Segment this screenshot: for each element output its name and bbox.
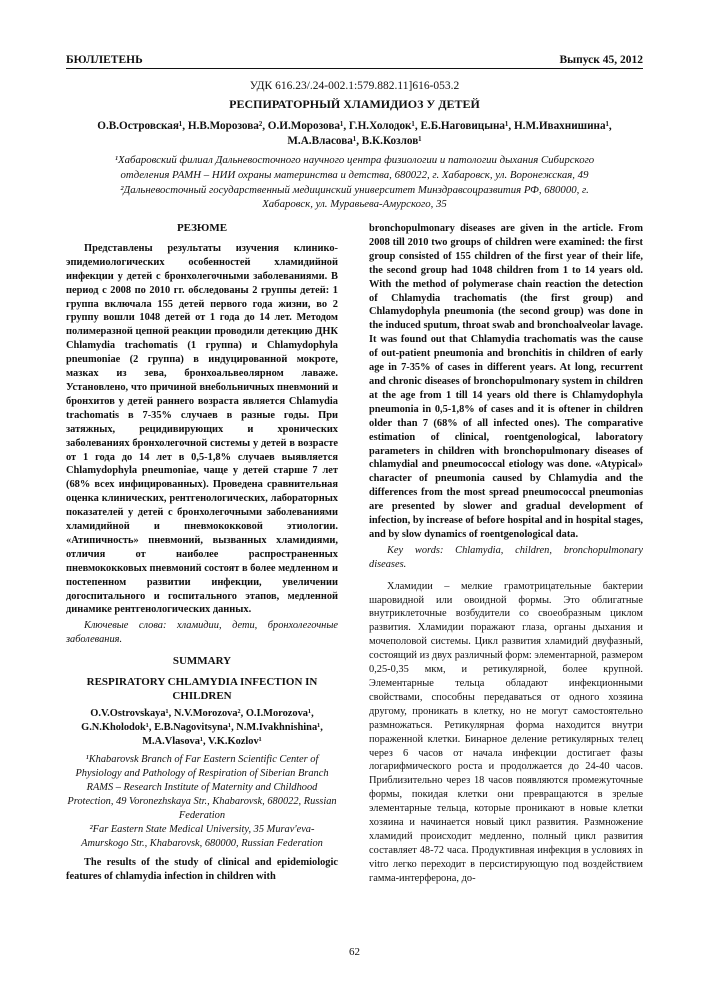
right-column — [369, 222, 643, 886]
resume-keywords: Ключевые слова: хламидии, дети, бронхолегочные заболевания. — [66, 620, 338, 646]
running-header — [66, 52, 643, 69]
summary-affiliations — [66, 753, 338, 850]
affiliation-ru-2: ²Дальневосточный государственный медицинский университет Минздравсоцразвития РФ, 680000, г. Хабаровск, ул. Муравьева-Амурского, 35 — [120, 183, 589, 211]
summary-keywords: Key words: Chlamydia, children, bronchopulmonary diseases. — [369, 544, 643, 570]
summary-title: RESPIRATORY CHLAMYDIA INFECTION IN CHILDREN — [86, 676, 318, 703]
journal-name: БЮЛЛЕТЕНЬ — [66, 54, 143, 66]
summary-affiliation-2: ²Far Eastern State Medical University, 35 Murav'eva-Amurskogo Str., Khabarovsk, 680000, Russian Federation — [81, 823, 323, 849]
udk-code: УДК 616.23/.24-002.1:579.882.11]616-053.2 — [249, 80, 460, 92]
resume-heading: РЕЗЮМЕ — [176, 222, 228, 234]
summary-authors: O.V.Ostrovskaya¹, N.V.Morozova², O.I.Morozova¹, G.N.Kholodok¹, E.B.Nagovitsyna¹, N.M.Ivakhnishina¹, M.A.Vlasova¹, V.K.Kozlov¹ — [81, 708, 323, 748]
summary-heading: SUMMARY — [172, 655, 232, 668]
summary-text-continued: bronchopulmonary diseases are given in the article. From 2008 till 2010 two groups of children were examined: the first group consisted of 155 children of the first year of their life, the second group had 1048 children from 1 to 14 years old. With the method of polymerase chain reaction the detection of Chlamydia trachomatis (the first group) and Chlamydophyla pneumonia (the second group) was done in the induced sputum, throat swab and bronchoalveolar lavage. It was found out that Chlamydia trachomatis was the cause of out-patient pneumonia and bronchitis in children of early age in 7-35% of cases in different years. At long, recurrent and chronic diseases of bronchopulmonary system in children at the age from 1 till 14 years old there is Chlamydophyla pneumonia in 0,5-1,8% of cases and it is oftener in children older than 7 (68% of all infected ones). The comparative estimation of clinical, roentgenological, laboratory parameters in children with bronchopulmonary diseases of chlamydial and pneumococcal etiology was done. «Atypical» character of pneumonia caused by Chlamydia and the differences from the most spread pneumococcal pneumonias are presented by slower and gradual development of infection, by increase of before hospital and in hospital stages, and by slow dynamics of roentgenological data. — [369, 223, 643, 540]
authors-ru: О.В.Островская¹, Н.В.Морозова², О.И.Морозова¹, Г.Н.Холодок¹, Е.Б.Наговицына¹, Н.М.Ивахнишина¹, М.А.Власова¹, В.К.Козлов¹ — [97, 120, 612, 147]
summary-affiliation-1: ¹Khabarovsk Branch of Far Eastern Scientific Center of Physiology and Pathology of Respiration of Siberian Branch RAMS – Research Institute of Maternity and Childhood Protection, 49 Voronezhskaya Str., Khabarovsk, 680022, Russian Federation — [67, 754, 337, 821]
affiliations-ru — [66, 153, 643, 212]
body-text: Хламидии – мелкие грамотрицательные бактерии шаровидной или овоидной формы. Это облигатные внутриклеточные возбудители со своеобразным циклом развития. Хламидии поражают глаза, органы дыхания и мочеполовой системы. Цикл развития хламидий двуфазный, состоящий из двух различный форм: элементарной, размером 0,25-0,35 мкм, и ретикулярной, более крупной. Элементарные тельца обладают инфекционными свойствами, способны передаваться от одного хозяина другому, проникать в клетку, но не могут самостоятельно размножаться. Ретикулярная форма находится внутри пораженной клетки. Бинарное деление ретикулярных телец через 6 часов от начала инфекции достигает фазы логарифмического роста и продолжается до 24-40 часов. Приблизительно через 18 часов появляются промежуточные формы, покидая клетки они превращаются в зрелые элементарные тельца, которые проникают в новые клетки хозяина и начинается новый цикл развития. Размножение хламидий происходит медленно, полный цикл развития составляет 48-72 часа. Продуктивная инфекция в условиях in vitro легко переходит в персистирующую под воздействием гамма-интерферона, до- — [369, 580, 643, 884]
left-column — [66, 222, 338, 884]
article-title: РЕСПИРАТОРНЫЙ ХЛАМИДИОЗ У ДЕТЕЙ — [229, 97, 480, 111]
issue-label: Выпуск 45, 2012 — [559, 54, 643, 66]
affiliation-ru-1: ¹Хабаровский филиал Дальневосточного научного центра физиологии и патологии дыхания Сибирского отделения РАМН – НИИ охраны материнства и детства, 680022, г. Хабаровск, ул. Воронежская, 49 — [114, 154, 595, 181]
page-number: 62 — [349, 946, 360, 958]
resume-text: Представлены результаты изучения клинико-эпидемиологических особенностей хламидийной инфекции у детей с бронхолегочными заболеваниями. В период с 2008 по 2010 гг. обследованы 2 группы детей: 1 группа включала 155 детей первого года жизни, во 2 группу вошли 1048 детей от 1 года до 14 лет. Методом полимеразной цепной реакции проводили детекцию ДНК Chlamydia trachomatis (1 группа) и Chlamydophyla pneumoniae (2 группа) в индуцированной мокроте, мазках из зева, бронхоальвеолярном лаваже. Установлено, что причиной внебольничных пневмоний и бронхитов у детей раннего возраста является Chlamydia trachomatis в 7-35% случаев в разные годы. При затяжных, рецидивирующих и хронических заболеваниях бронхолегочной системы у детей в возрасте от 1 года до 14 лет в 0,5-1,8% случаев выявляется Chlamydophyla pneumoniae, чаще у детей старше 7 лет (68% всех инфицированных). Проведена сравнительная оценка клинических, рентгенологических, лабораторных показателей у детей с бронхолегочными заболеваниями хламидийной и пневмококковой этиологии. «Атипичность» пневмоний, вызванных хламидиями, отличия от наиболее распространенных пневмококковых пневмоний состоят в более медленном и постепенном развитии инфекции, увеличении догоспитального и госпитального этапов, медленной динамике рентгенологических данных. — [66, 242, 338, 616]
summary-text-start: The results of the study of clinical and epidemiologic features of chlamydia infection in children with — [66, 857, 338, 883]
